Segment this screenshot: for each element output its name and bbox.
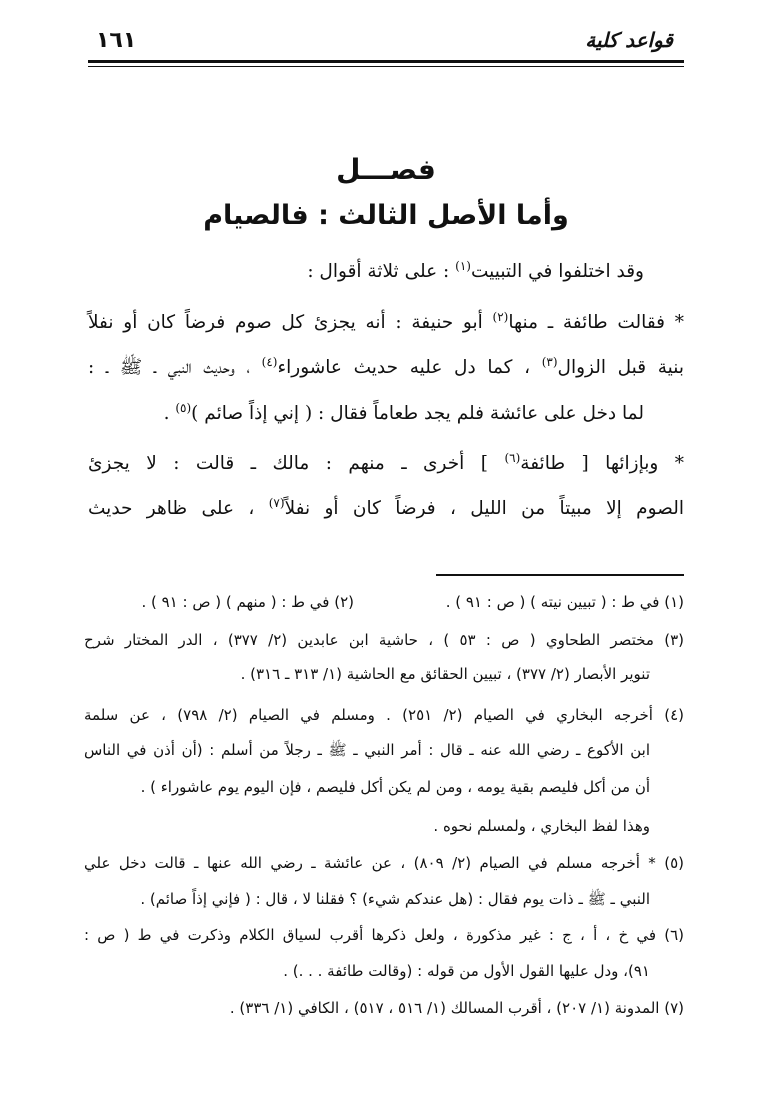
text: : على ثلاثة أقوال : bbox=[307, 261, 456, 282]
footnote-ref: (٣) bbox=[541, 354, 558, 369]
body-line-3 bbox=[88, 356, 684, 380]
body-line-2 bbox=[88, 311, 684, 335]
text: * فقالت طائفة ـ منها bbox=[508, 312, 684, 333]
text: الصوم إلا مبيتاً من الليل ، فرضاً كان أو نفلاً bbox=[284, 498, 684, 519]
text: * وبإزائها [ طائفة bbox=[520, 453, 684, 474]
text: ، وحديث النبي ـ ﷺ ـ : bbox=[88, 357, 262, 378]
footnote-6-line-1: (٦) في خ ، أ ، ج : غير مذكورة ، ولعل ذكرها أقرب لسياق الكلام وذكرت في ط ( ص : bbox=[84, 926, 684, 944]
footnote-5-line-1: (٥) * أخرجه مسلم في الصيام (٢/ ٨٠٩) ، عن عائشة ـ رضي الله عنها ـ قالت دخل علي bbox=[84, 854, 684, 872]
text: ، كما دل عليه حديث عاشوراء bbox=[277, 357, 542, 378]
footnote-3-line-1: (٣) مختصر الطحاوي ( ص : ٥٣ ) ، حاشية ابن عابدين (٢/ ٣٧٧) ، الدر المختار شرح bbox=[84, 631, 685, 649]
body-line-5 bbox=[88, 452, 684, 476]
footnote-ref: (٢) bbox=[492, 309, 509, 324]
text: وقد اختلفوا في التبييت bbox=[470, 261, 644, 282]
footnote-3-line-2: تنوير الأبصار (٢/ ٣٧٧) ، تبيين الحقائق مع الحاشية (١/ ٣١٣ ـ ٣١٦) . bbox=[240, 665, 650, 683]
running-title: قواعد كلية bbox=[585, 28, 673, 52]
footnote-separator bbox=[436, 574, 684, 576]
footnote-4-line-2: ابن الأكوع ـ رضي الله عنه ـ قال : أمر النبي ـ ﷺ ـ رجلاً من أسلم : (أن أذن في الناس bbox=[84, 741, 650, 759]
page-number: ١٦١ bbox=[96, 28, 137, 53]
footnote-1: (١) في ط : ( تبيين نيته ) ( ص : ٩١ ) . bbox=[445, 593, 684, 611]
footnote-5-line-2: النبي ـ ﷺ ـ ذات يوم فقال : (هل عندكم شيء) ؟ فقلنا لا ، قال : ( فإني إذاً صائم) . bbox=[140, 890, 650, 908]
body-line-1 bbox=[88, 260, 684, 284]
text: . bbox=[163, 403, 176, 424]
footnote-ref: (١) bbox=[455, 258, 471, 273]
footnote-ref: (٧) bbox=[268, 495, 285, 510]
section-subheading: وأما الأصل الثالث : فالصيام bbox=[203, 200, 569, 231]
footnote-4-line-4: وهذا لفظ البخاري ، ولمسلم نحوه . bbox=[433, 817, 650, 835]
header-rule-thin bbox=[88, 66, 684, 67]
footnote-ref: (٥) bbox=[175, 400, 192, 415]
footnote-ref: (٤) bbox=[261, 354, 278, 369]
footnote-6-line-2: ٩١)، ودل عليها القول الأول من قوله : (وقالت طائفة . . .) . bbox=[283, 962, 650, 980]
header-rule bbox=[88, 60, 684, 63]
text: لما دخل على عائشة فلم يجد طعاماً فقال : ( إني إذاً صائم ) bbox=[191, 403, 644, 424]
text: ، على ظاهر حديث bbox=[88, 498, 269, 519]
footnote-2: (٢) في ط : ( منهم ) ( ص : ٩١ ) . bbox=[141, 593, 354, 611]
footnote-ref: (٦) bbox=[504, 450, 521, 465]
footnote-7: (٧) المدونة (١/ ٢٠٧) ، أقرب المسالك (١/ ٥١٦ ، ٥١٧) ، الكافي (١/ ٣٣٦) . bbox=[229, 999, 684, 1017]
section-heading: فصـــل bbox=[336, 153, 436, 186]
footnote-4-line-1: (٤) أخرجه البخاري في الصيام (٢/ ٢٥١) . ومسلم في الصيام (٢/ ٧٩٨) ، عن سلمة bbox=[84, 706, 684, 724]
text: بنية قبل الزوال bbox=[557, 357, 684, 378]
text: ] أخرى ـ منهم : مالك ـ قالت : لا يجزئ bbox=[88, 453, 505, 474]
body-line-4 bbox=[88, 402, 684, 426]
body-line-6 bbox=[88, 497, 684, 521]
footnote-4-line-3: أن من أكل فليصم بقية يومه ، ومن لم يكن أكل فليصم ، فإن اليوم يوم عاشوراء ) . bbox=[140, 778, 650, 796]
text: أبو حنيفة : أنه يجزئ كل صوم فرضاً كان أو نفلاً bbox=[88, 312, 493, 333]
